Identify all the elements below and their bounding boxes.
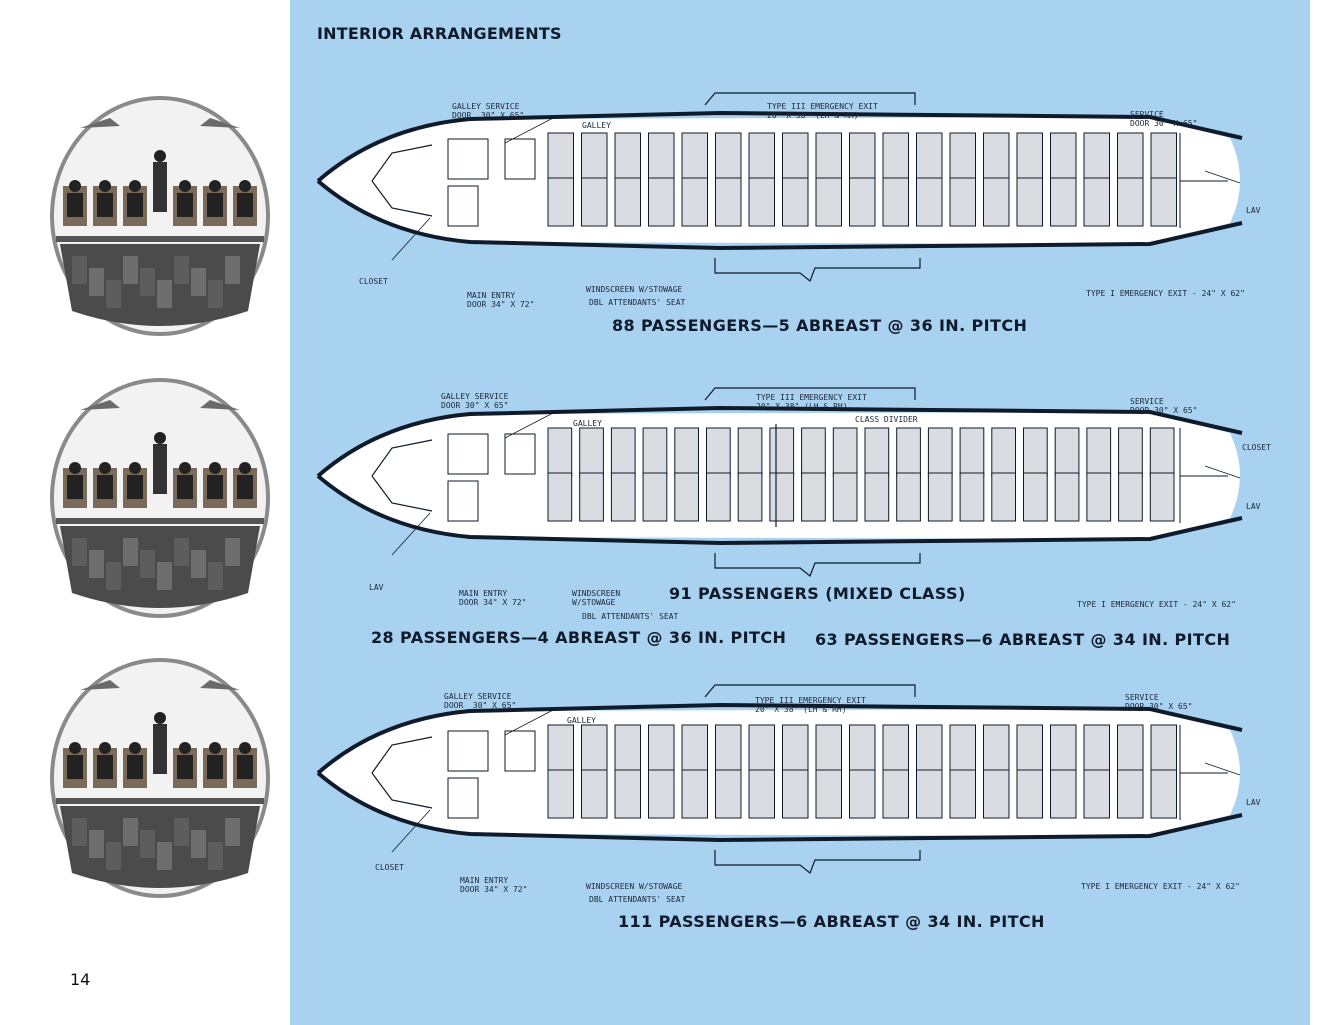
page-number: 14 — [70, 970, 91, 989]
seat-row-bottom — [897, 473, 921, 521]
seat-row-top — [582, 725, 608, 773]
seat-row-bottom — [783, 178, 809, 226]
seat-row-top — [738, 428, 762, 476]
seat-row-bottom — [675, 473, 699, 521]
seat-row-bottom — [1051, 178, 1077, 226]
seat-row-bottom — [850, 178, 876, 226]
d2-caption-right: 63 PASSENGERS—6 ABREAST @ 34 IN. PITCH — [815, 630, 1231, 649]
seat-row-bottom — [1087, 473, 1111, 521]
seat-row-bottom — [960, 473, 984, 521]
seat-row-top — [580, 428, 604, 476]
seat-row-top — [682, 133, 708, 181]
d3-main-entry-label: MAIN ENTRY DOOR 34" X 72" — [460, 876, 528, 894]
seat-row-top — [950, 133, 976, 181]
seat-row-top — [643, 428, 667, 476]
seat-row-top — [707, 428, 731, 476]
d3-emergency-exit-i-label: TYPE I EMERGENCY EXIT - 24" X 62" — [1081, 882, 1240, 891]
seat-row-bottom — [984, 178, 1010, 226]
d1-lav-label: LAV — [1246, 206, 1261, 215]
d3-galley-service-door-label: GALLEY SERVICE DOOR 30" X 65" — [444, 692, 517, 710]
seat-row-bottom — [582, 770, 608, 818]
seat-row-bottom — [1150, 473, 1174, 521]
seat-row-top — [1150, 428, 1174, 476]
seat-row-bottom — [816, 178, 842, 226]
seat-row-bottom — [917, 770, 943, 818]
seat-row-top — [675, 428, 699, 476]
seat-row-top — [917, 133, 943, 181]
seat-row-top — [548, 725, 574, 773]
seat-row-top — [582, 133, 608, 181]
seat-row-top — [770, 428, 794, 476]
seat-row-top — [1084, 133, 1110, 181]
seat-row-top — [883, 133, 909, 181]
seat-row-top — [548, 133, 574, 181]
seat-row-top — [1151, 725, 1177, 773]
exit-bracket-bottom — [715, 850, 920, 873]
seat-row-bottom — [1051, 770, 1077, 818]
d2-attendants-seat-label: DBL ATTENDANTS' SEAT — [582, 612, 679, 621]
seat-row-top — [615, 133, 641, 181]
seat-row-bottom — [649, 770, 675, 818]
seat-row-top — [802, 428, 826, 476]
seat-row-top — [783, 133, 809, 181]
seat-row-bottom — [1119, 473, 1143, 521]
seat-row-top — [833, 428, 857, 476]
seat-row-bottom — [883, 770, 909, 818]
seat-row-bottom — [1024, 473, 1048, 521]
seat-row-top — [649, 133, 675, 181]
seat-row-bottom — [950, 178, 976, 226]
seat-row-bottom — [984, 770, 1010, 818]
seat-row-top — [1118, 725, 1144, 773]
d1-windscreen-label: WINDSCREEN W/STOWAGE — [586, 285, 683, 294]
seat-row-bottom — [950, 770, 976, 818]
seat-row-bottom — [707, 473, 731, 521]
seat-row-top — [716, 133, 742, 181]
d1-galley-label: GALLEY — [582, 121, 611, 130]
seat-row-top — [950, 725, 976, 773]
seat-row-bottom — [716, 770, 742, 818]
seat-row-top — [865, 428, 889, 476]
seat-row-top — [783, 725, 809, 773]
seat-row-bottom — [928, 473, 952, 521]
seat-row-bottom — [611, 473, 635, 521]
seat-row-bottom — [850, 770, 876, 818]
seat-row-bottom — [716, 178, 742, 226]
d3-lav-label: LAV — [1246, 798, 1261, 807]
d1-main-entry-label: MAIN ENTRY DOOR 34" X 72" — [467, 291, 535, 309]
d2-lav-right-label: LAV — [1246, 502, 1261, 511]
seat-row-top — [749, 133, 775, 181]
d2-galley-label: GALLEY — [573, 419, 602, 428]
seat-row-top — [1119, 428, 1143, 476]
seat-row-bottom — [992, 473, 1016, 521]
seat-row-bottom — [1017, 178, 1043, 226]
seat-row-top — [1055, 428, 1079, 476]
seat-row-top — [1118, 133, 1144, 181]
seat-row-top — [816, 725, 842, 773]
seat-row-bottom — [1151, 178, 1177, 226]
seat-row-bottom — [582, 178, 608, 226]
d3-windscreen-label: WINDSCREEN W/STOWAGE — [586, 882, 683, 891]
seat-row-bottom — [682, 770, 708, 818]
seat-row-top — [928, 428, 952, 476]
seat-row-top — [1024, 428, 1048, 476]
seat-row-bottom — [615, 178, 641, 226]
seat-row-bottom — [833, 473, 857, 521]
seat-row-top — [749, 725, 775, 773]
seat-row-top — [1017, 133, 1043, 181]
d1-galley-service-door-label: GALLEY SERVICE DOOR 30" X 65" — [452, 102, 525, 120]
fuselage-plan-2 — [318, 388, 1242, 576]
page-heading: INTERIOR ARRANGEMENTS — [317, 24, 562, 43]
seat-row-bottom — [643, 473, 667, 521]
d1-attendants-seat-label: DBL ATTENDANTS' SEAT — [589, 298, 686, 307]
seat-row-bottom — [1118, 770, 1144, 818]
seat-row-top — [897, 428, 921, 476]
d3-galley-label: GALLEY — [567, 716, 596, 725]
seat-row-bottom — [615, 770, 641, 818]
d2-emergency-exit-i-label: TYPE I EMERGENCY EXIT - 24" X 62" — [1077, 600, 1236, 609]
d3-caption: 111 PASSENGERS—6 ABREAST @ 34 IN. PITCH — [618, 912, 1045, 931]
d1-service-door-label: SERVICE DOOR 30" X 65" — [1130, 110, 1198, 128]
seat-row-top — [984, 725, 1010, 773]
seat-row-top — [716, 725, 742, 773]
seat-row-bottom — [1017, 770, 1043, 818]
seat-row-bottom — [883, 178, 909, 226]
d2-windscreen-label: WINDSCREEN W/STOWAGE — [572, 589, 621, 607]
seat-row-top — [984, 133, 1010, 181]
d3-closet-label: CLOSET — [375, 863, 404, 872]
seat-row-top — [960, 428, 984, 476]
seat-row-bottom — [783, 770, 809, 818]
seat-row-top — [1151, 133, 1177, 181]
d3-emergency-exit-iii-label: TYPE III EMERGENCY EXIT 20" X 38" (LH & RH) — [755, 696, 866, 714]
exit-bracket-bottom — [715, 553, 920, 576]
d2-galley-service-door-label: GALLEY SERVICE DOOR 30" X 65" — [441, 392, 509, 410]
seat-row-bottom — [1084, 770, 1110, 818]
d1-emergency-exit-iii-label: TYPE III EMERGENCY EXIT 20" X 38" (LH & RH) — [767, 102, 878, 120]
seat-row-top — [1051, 133, 1077, 181]
seat-row-top — [850, 725, 876, 773]
seat-row-bottom — [649, 178, 675, 226]
seat-row-top — [1087, 428, 1111, 476]
seat-row-bottom — [749, 178, 775, 226]
seat-row-top — [1084, 725, 1110, 773]
seat-row-bottom — [917, 178, 943, 226]
seat-row-bottom — [548, 178, 574, 226]
d1-closet-label: CLOSET — [359, 277, 388, 286]
seat-row-top — [883, 725, 909, 773]
fuselage-plan-1 — [318, 93, 1242, 281]
d2-lav-left-label: LAV — [369, 583, 384, 592]
d2-emergency-exit-iii-label: TYPE III EMERGENCY EXIT 20" X 38" (LH & RH) — [756, 393, 867, 411]
seat-row-bottom — [1118, 178, 1144, 226]
seat-row-top — [615, 725, 641, 773]
seat-row-bottom — [738, 473, 762, 521]
seat-row-top — [992, 428, 1016, 476]
seat-row-bottom — [548, 770, 574, 818]
seat-row-top — [1017, 725, 1043, 773]
d2-caption-left: 28 PASSENGERS—4 ABREAST @ 36 IN. PITCH — [371, 628, 787, 647]
seat-row-top — [682, 725, 708, 773]
seat-row-bottom — [1151, 770, 1177, 818]
seat-row-top — [816, 133, 842, 181]
seat-row-top — [548, 428, 572, 476]
d3-service-door-label: SERVICE DOOR 30" X 65" — [1125, 693, 1193, 711]
d3-attendants-seat-label: DBL ATTENDANTS' SEAT — [589, 895, 686, 904]
d2-class-divider-label: CLASS DIVIDER — [855, 415, 918, 424]
exit-bracket-bottom — [715, 258, 920, 281]
d2-closet-label: CLOSET — [1242, 443, 1271, 452]
seat-row-bottom — [548, 473, 572, 521]
seat-row-bottom — [816, 770, 842, 818]
d1-emergency-exit-i-label: TYPE I EMERGENCY EXIT - 24" X 62" — [1086, 289, 1245, 298]
seat-row-top — [649, 725, 675, 773]
seat-row-bottom — [770, 473, 794, 521]
seat-row-bottom — [749, 770, 775, 818]
seat-row-bottom — [1084, 178, 1110, 226]
d2-main-entry-label: MAIN ENTRY DOOR 34" X 72" — [459, 589, 527, 607]
d1-caption: 88 PASSENGERS—5 ABREAST @ 36 IN. PITCH — [612, 316, 1028, 335]
seat-row-bottom — [682, 178, 708, 226]
seat-row-top — [917, 725, 943, 773]
seat-row-top — [850, 133, 876, 181]
d2-service-door-label: SERVICE DOOR 30" X 65" — [1130, 397, 1198, 415]
seat-row-bottom — [1055, 473, 1079, 521]
seat-row-bottom — [802, 473, 826, 521]
seat-row-top — [611, 428, 635, 476]
d2-caption-center: 91 PASSENGERS (MIXED CLASS) — [669, 584, 966, 603]
seat-row-bottom — [580, 473, 604, 521]
seat-row-top — [1051, 725, 1077, 773]
seat-row-bottom — [865, 473, 889, 521]
